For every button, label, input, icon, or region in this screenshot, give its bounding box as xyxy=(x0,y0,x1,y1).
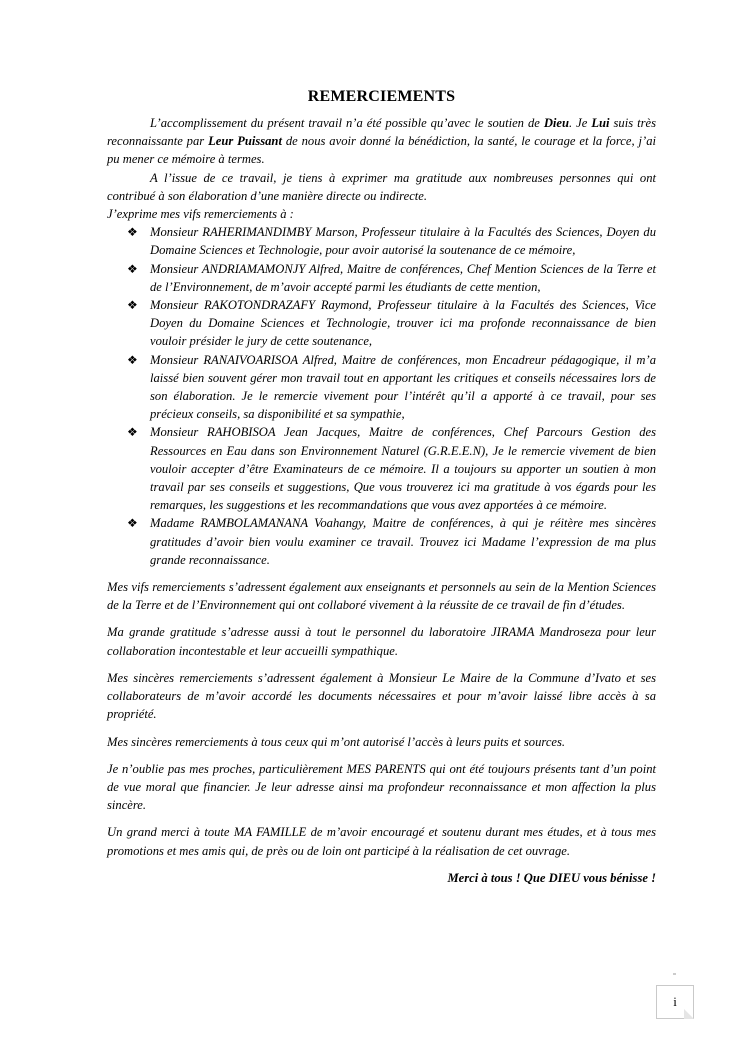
list-item-text: Monsieur RAHERIMANDIMBY Marson, Professeur titulaire à la Facultés des Sciences, Doyen du Domaine Sciences et Technologie, pour avoir autorisé la soutenance de ce mémoire, xyxy=(150,225,656,258)
intro-text-c: suis très reconnaissante par xyxy=(107,116,656,149)
intro-text-b: . Je xyxy=(569,116,592,130)
paragraph-puits: Mes sincères remerciements à tous ceux qui m’ont autorisé l’accès à leurs puits et sources. xyxy=(107,734,566,749)
paragraph-jirama: Ma grande gratitude s’adresse aussi à tout le personnel du laboratoire JIRAMA Mandroseza pour leur collaboration incontestable et leur accueilli sympathique. xyxy=(107,625,656,658)
list-item-text: Monsieur RAHOBISOA Jean Jacques, Maitre de conférences, Chef Parcours Gestion des Ressources en Eau dans son Environnement Naturel (G.R.E.E.N), Je le remercie vivement de bien vouloir accepter d’être Examinateurs de ce mémoire. Il a toujours su apporter un soutien à mon travail par ses conseils et suggestions, Que vous trouverez ici ma gratitude à vos égards pour les remarques, les suggestions et les recommandations que vous avez apportées à ce mémoire. xyxy=(150,425,656,513)
diamond-bullet-icon: ❖ xyxy=(127,261,138,276)
paragraph-famille: Un grand merci à toute MA FAMILLE de m’avoir encouragé et soutenu durant mes études, et à tous mes promotions et mes amis qui, de près ou de loin ont participé à la réalisation de cet ouvrage. xyxy=(107,825,656,858)
document-body xyxy=(107,114,656,887)
intro-lui: Lui xyxy=(591,116,610,130)
page-corner-mark xyxy=(673,973,676,975)
list-item xyxy=(127,223,656,259)
paragraph-maire: Mes sincères remerciements s’adressent également à Monsieur Le Maire de la Commune d’Ivato et ses collaborateurs de m’avoir accordé les documents nécessaires et pour m’avoir laissé libre accès à sa propriété. xyxy=(107,670,656,722)
list-item-text: Monsieur RANAIVOARISOA Alfred, Maitre de conférences, mon Encadreur pédagogique, il m’a laissé bien souvent gérer mon travail tout en apportant les critiques et conseils nécessaires lors de son élaboration. Je le remercie vivement pour l’intérêt qu’il a apporté à ce travail, pour ses précieux conseils, sa disponibilité et sa sympathie, xyxy=(150,352,656,422)
diamond-bullet-icon: ❖ xyxy=(127,225,138,240)
list-item-text: Madame RAMBOLAMANANA Voahangy, Maitre de conférences, à qui je réitère mes sincères gratitudes d’avoir bien voulu examiner ce travail. Trouvez ici Madame l’expression de ma plus grande reconnaissance. xyxy=(150,516,656,567)
page-title: REMERCIEMENTS xyxy=(307,88,456,105)
diamond-bullet-icon: ❖ xyxy=(127,352,138,367)
page-number-box xyxy=(656,985,694,1019)
list-item-text: Monsieur RAKOTONDRAZAFY Raymond, Professeur titulaire à la Facultés des Sciences, Vice Doyen du Domaine Sciences et Technologie, trouver ici ma profonde reconnaissance de bien vouloir présider le jury de cette soutenance, xyxy=(150,298,656,349)
list-item xyxy=(127,423,656,514)
intro-dieu: Dieu xyxy=(543,116,570,130)
diamond-bullet-icon: ❖ xyxy=(127,298,138,313)
diamond-bullet-icon: ❖ xyxy=(127,516,138,531)
diamond-bullet-icon: ❖ xyxy=(127,425,138,440)
intro-puissant: Leur Puissant xyxy=(208,134,282,149)
list-item xyxy=(127,260,656,296)
intro-text-d: de nous avoir donné la bénédiction, la santé, le courage et la force, j’ai pu mener ce mémoire à termes. xyxy=(107,134,656,167)
intro-text-a: L’accomplissement du présent travail n’a été possible qu’avec le soutien de xyxy=(150,116,544,130)
paragraph-enseignants: Mes vifs remerciements s’adressent également aux enseignants et personnels au sein de la Mention Sciences de la Terre et de l’Environnement qui ont collaboré vivement à la réussite de ce travail de fin d’études. xyxy=(107,580,656,613)
list-item-text: Monsieur ANDRIAMAMONJY Alfred, Maitre de conférences, Chef Mention Sciences de la Terre et de l’Environnement, de m’avoir accepté parmi les étudiants de cette mention, xyxy=(150,261,656,294)
page-fold-icon xyxy=(684,1009,694,1019)
list-item xyxy=(127,514,656,569)
list-item xyxy=(127,351,656,424)
closing-line: Merci à tous ! Que DIEU vous bénisse ! xyxy=(447,870,656,885)
thanks-intro: J’exprime mes vifs remerciements à : xyxy=(107,207,294,222)
intro-paragraph xyxy=(107,114,656,169)
list-item xyxy=(127,296,656,351)
gratitude-paragraph: A l’issue de ce travail, je tiens à exprimer ma gratitude aux nombreuses personnes qui ont contribué à son élaboration d’une manière directe ou indirecte. xyxy=(107,170,656,203)
page-number: i xyxy=(673,994,677,1009)
document-page xyxy=(107,88,656,887)
thanks-list xyxy=(107,223,656,569)
paragraph-parents: Je n’oublie pas mes proches, particulièrement MES PARENTS qui ont été toujours présents tant d’un point de vue moral que financier. Je leur adresse ainsi ma profondeur reconnaissance et mon affection la plus sincère. xyxy=(107,761,656,813)
